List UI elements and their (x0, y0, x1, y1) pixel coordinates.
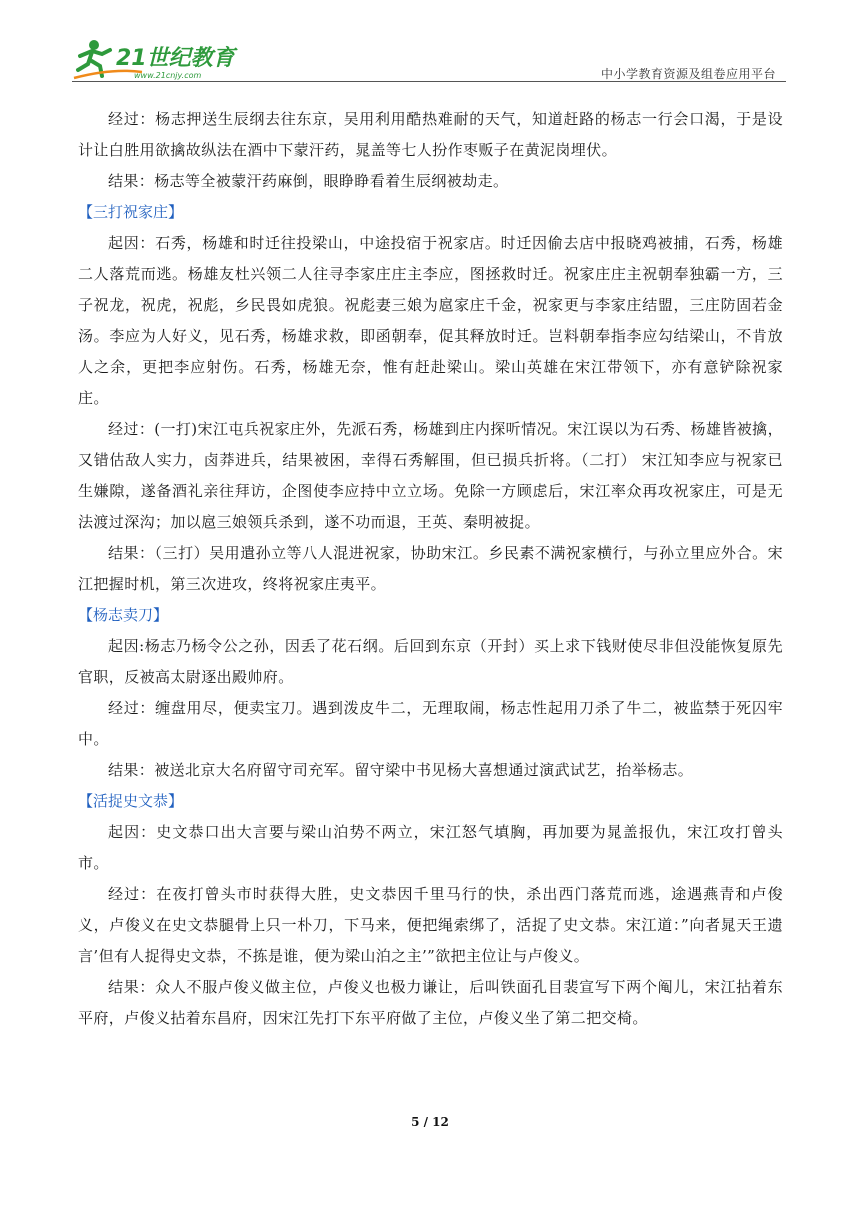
section-heading: 【活捉史文恭】 (78, 792, 184, 810)
logo-subtext: www.21cnjy.com (134, 71, 202, 80)
header-divider (72, 81, 786, 82)
paragraph: 结果：众人不服卢俊义做主位，卢俊义也极力谦让，后叫铁面孔目裴宣写下两个阄儿，宋江拈着东平府，卢俊义拈着东昌府，因宋江先打下东平府做了主位，卢俊义坐了第二把交椅。 (78, 978, 783, 1027)
running-figure-logo-icon (72, 38, 242, 82)
site-logo (72, 38, 242, 82)
paragraph: 起因：石秀，杨雄和时迁往投梁山，中途投宿于祝家店。时迁因偷去店中报晓鸡被捕，石秀，杨雄二人落荒而逃。杨雄友杜兴领二人往寻李家庄庄主李应，图拯救时迁。祝家庄庄主祝朝奉独霸一方，三子祝龙，祝虎，祝彪，乡民畏如虎狼。祝彪妻三娘为扈家庄千金，祝家更与李家庄结盟，三庄防固若金汤。李应为人好义，见石秀，杨雄求救，即函朝奉，促其释放时迁。岂料朝奉指李应勾结梁山，不肯放人之余，更把李应射伤。石秀，杨雄无奈，惟有赶赴梁山。梁山英雄在宋江带领下，亦有意铲除祝家庄。 (78, 234, 783, 407)
section-heading: 【三打祝家庄】 (78, 203, 184, 221)
section-heading: 【杨志卖刀】 (78, 606, 169, 624)
paragraph: 经过：缠盘用尽，便卖宝刀。遇到泼皮牛二，无理取闹，杨志性起用刀杀了牛二，被监禁于死囚牢中。 (78, 699, 783, 748)
paragraph: 结果：（三打）吴用遣孙立等八人混进祝家，协助宋江。乡民素不满祝家横行，与孙立里应外合。宋江把握时机，第三次进攻，终将祝家庄夷平。 (78, 544, 783, 593)
document-body (78, 104, 783, 1034)
platform-name: 中小学教育资源及组卷应用平台 (600, 67, 776, 81)
paragraph: 结果：被送北京大名府留守司充军。留守梁中书见杨大喜想通过演武试艺，抬举杨志。 (108, 761, 694, 779)
page-number: 5 / 12 (411, 1115, 449, 1129)
paragraph: 经过：(一打)宋江屯兵祝家庄外，先派石秀，杨雄到庄内探听情况。宋江误以为石秀、杨雄皆被擒，又错估敌人实力，卤莽进兵，结果被困，幸得石秀解围，但已损兵折将。（二打） 宋江知李应与祝家已生嫌隙，遂备酒礼亲往拜访，企图使李应持中立立场。免除一方顾虑后，宋江率众再攻祝家庄，可是无法渡过深沟；加以扈三娘领兵杀到，遂不功而退，王英、秦明被捉。 (78, 420, 783, 531)
paragraph: 起因:杨志乃杨令公之孙，因丢了花石纲。后回到东京（开封）买上求下钱财使尽非但没能恢复原先官职，反被高太尉逐出殿帅府。 (78, 637, 783, 686)
logo-text: 21世纪教育 (116, 46, 235, 71)
paragraph: 起因：史文恭口出大言要与梁山泊势不两立，宋江怒气填胸，再加要为晁盖报仇，宋江攻打曾头市。 (78, 823, 783, 872)
page-header (72, 38, 788, 82)
paragraph: 经过：杨志押送生辰纲去往东京，吴用利用酷热难耐的天气，知道赶路的杨志一行会口渴，于是设计让白胜用欲擒故纵法在酒中下蒙汗药，晁盖等七人扮作枣贩子在黄泥岗埋伏。 (78, 110, 783, 159)
paragraph: 结果：杨志等全被蒙汗药麻倒，眼睁睁看着生辰纲被劫走。 (108, 172, 509, 190)
paragraph: 经过：在夜打曾头市时获得大胜，史文恭因千里马行的快，杀出西门落荒而逃，途遇燕青和卢俊义，卢俊义在史文恭腿骨上只一朴刀，下马来，便把绳索绑了，活捉了史文恭。宋江道：”向者晁天王遗言’但有人捉得史文恭，不拣是谁，便为梁山泊之主’”欲把主位让与卢俊义。 (78, 885, 783, 965)
